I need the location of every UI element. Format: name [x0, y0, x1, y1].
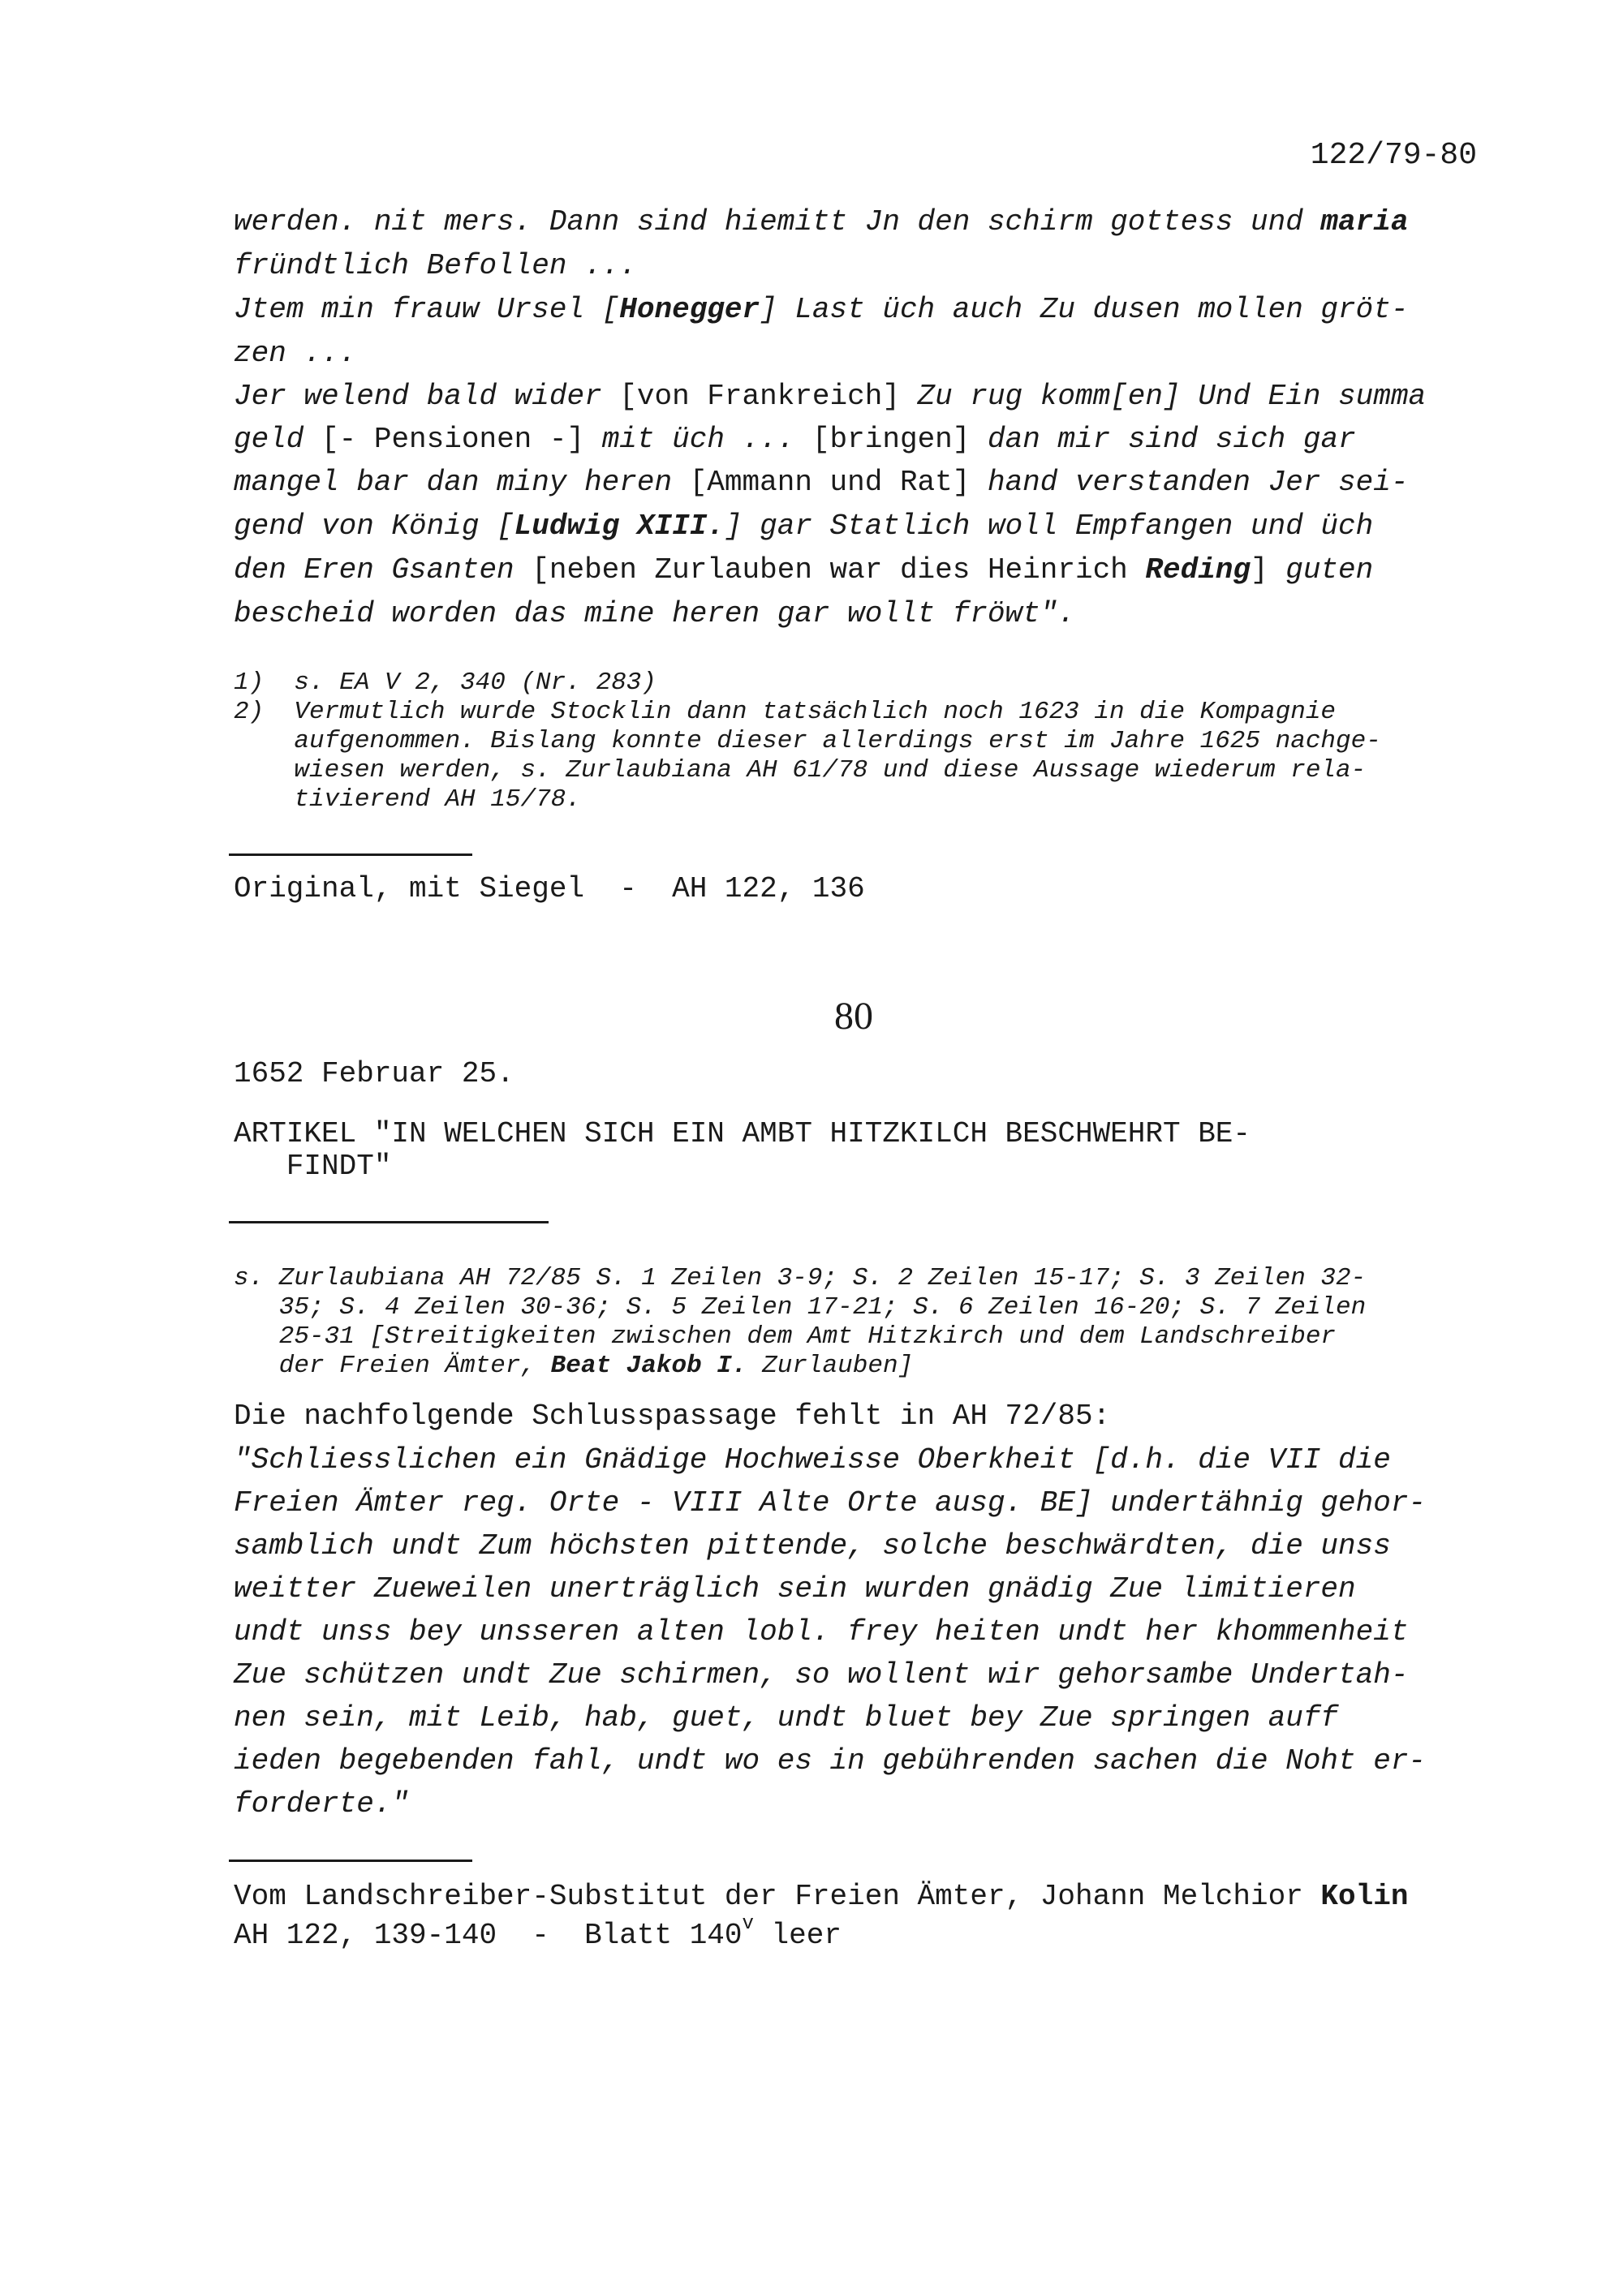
quote-line-9: forderte."	[234, 1787, 410, 1821]
reference-line-4: der Freien Ämter, Beat Jakob I. Zurlauben]	[234, 1352, 914, 1380]
quote-line-5: undt unss bey unsseren alten lobl. frey heiten undt her khommenheit	[234, 1615, 1409, 1649]
footnote-2-line-3: wiesen werden, s. Zurlaubiana AH 61/78 und diese Aussage wiederum rela-	[234, 756, 1367, 785]
divider-rule	[229, 1860, 472, 1862]
document-title-line-2: FINDT"	[234, 1150, 392, 1183]
letter-line-9: den Eren Gsanten [neben Zurlauben war dies Heinrich Reding] guten	[234, 553, 1374, 587]
letter-line-1: werden. nit mers. Dann sind hiemitt Jn den schirm gottess und maria	[234, 205, 1409, 239]
footnote-2-line-1: 2) Vermutlich wurde Stocklin dann tatsächlich noch 1623 in die Kompagnie	[234, 698, 1337, 726]
letter-line-2: fründtlich Befollen ...	[234, 249, 637, 282]
document-date: 1652 Februar 25.	[234, 1057, 514, 1090]
reference-line-3: 25-31 [Streitigkeiten zwischen dem Amt Hitzkirch und dem Landschreiber	[234, 1322, 1337, 1351]
quote-line-1: "Schliesslichen ein Gnädige Hochweisse Oberkheit [d.h. die VII die	[234, 1443, 1391, 1477]
source-note: Original, mit Siegel - AH 122, 136	[234, 872, 865, 905]
intro-text: Die nachfolgende Schlusspassage fehlt in AH 72/85:	[234, 1400, 1111, 1433]
letter-line-10: bescheid worden das mine heren gar wollt fröwt".	[234, 597, 1075, 630]
source-line-1: Vom Landschreiber-Substitut der Freien Ämter, Johann Melchior Kolin	[234, 1880, 1409, 1913]
reference-line-1: s. Zurlaubiana AH 72/85 S. 1 Zeilen 3-9; S. 2 Zeilen 15-17; S. 3 Zeilen 32-	[234, 1264, 1367, 1292]
quote-line-4: weitter Zueweilen unerträglich sein wurden gnädig Zue limitieren	[234, 1572, 1356, 1606]
letter-line-3: Jtem min frauw Ursel [Honegger] Last üch auch Zu dusen mollen gröt-	[234, 293, 1409, 326]
letter-line-8: gend von König [Ludwig XIII.] gar Statlich woll Empfangen und üch	[234, 510, 1374, 543]
letter-line-6: geld [- Pensionen -] mit üch ... [bringen] dan mir sind sich gar	[234, 423, 1356, 456]
source-line-2: AH 122, 139-140 - Blatt 140$^v$ leer	[234, 1913, 842, 1952]
letter-line-7: mangel bar dan miny heren [Ammann und Rat] hand verstanden Jer sei-	[234, 466, 1409, 499]
divider-rule	[229, 853, 472, 856]
quote-line-6: Zue schützen undt Zue schirmen, so wollent wir gehorsambe Undertah-	[234, 1658, 1409, 1692]
quote-line-3: samblich undt Zum höchsten pittende, solche beschwärdten, die unss	[234, 1529, 1391, 1563]
reference-line-2: 35; S. 4 Zeilen 30-36; S. 5 Zeilen 17-21; S. 6 Zeilen 16-20; S. 7 Zeilen	[234, 1293, 1367, 1322]
divider-rule	[229, 1221, 549, 1223]
page-number: 122/79-80	[1310, 138, 1477, 173]
document-title-line-1: ARTIKEL "IN WELCHEN SICH EIN AMBT HITZKILCH BESCHWEHRT BE-	[234, 1117, 1251, 1150]
footnote-2-line-4: tivierend AH 15/78.	[234, 785, 581, 814]
footnote-2-line-2: aufgenommen. Bislang konnte dieser allerdings erst im Jahre 1625 nachge-	[234, 727, 1381, 755]
quote-line-7: nen sein, mit Leib, hab, guet, undt bluet bey Zue springen auff	[234, 1701, 1339, 1735]
footnote-1: 1) s. EA V 2, 340 (Nr. 283)	[234, 669, 657, 697]
quote-line-8: ieden begebenden fahl, undt wo es in gebührenden sachen die Noht er-	[234, 1744, 1427, 1778]
quote-line-2: Freien Ämter reg. Orte - VIII Alte Orte ausg. BE] undertähnig gehor-	[234, 1486, 1427, 1520]
letter-line-5: Jer welend bald wider [von Frankreich] Zu rug komm[en] Und Ein summa	[234, 380, 1427, 413]
letter-line-4: zen ...	[234, 337, 357, 370]
document-number: 80	[834, 995, 873, 1038]
